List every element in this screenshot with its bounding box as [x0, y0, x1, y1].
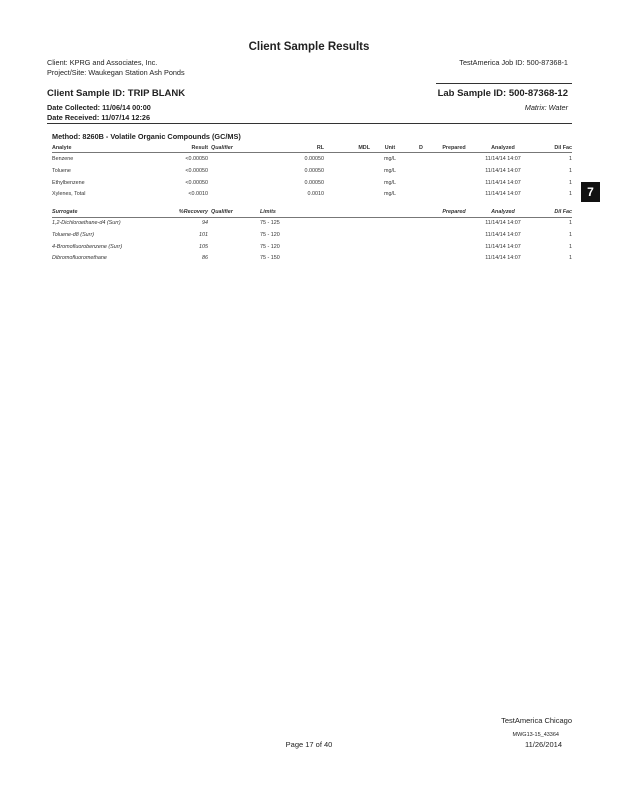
- col-recovery: %Recovery: [178, 208, 208, 215]
- col-surr-dil-fac: Dil Fac: [554, 208, 572, 215]
- surrogate-header-underline: [52, 217, 572, 218]
- date-collected: Date Collected: 11/06/14 00:00: [47, 103, 151, 112]
- page-number: Page 17 of 40: [285, 740, 333, 749]
- surrogate-header-row: [52, 206, 572, 218]
- table-row: Toluene-d8 (Surr) 101 75 - 120 11/14/14 14:07 1: [52, 231, 572, 238]
- report-date: 11/26/2014: [525, 740, 562, 749]
- col-surr-analyzed: Analyzed: [491, 208, 515, 215]
- surrogate-table: [52, 206, 572, 264]
- table-row: Toluene <0.00050 0.00050 mg/L 11/14/14 14:07 1: [52, 167, 572, 174]
- table-row: Xylenes, Total <0.0010 0.0010 mg/L 11/14/14 14:07 1: [52, 191, 572, 198]
- col-analyte: Analyte: [52, 144, 72, 151]
- client-sample-id: Client Sample ID: TRIP BLANK: [47, 88, 186, 99]
- col-result: Result: [191, 144, 208, 151]
- analyte-header-underline: [52, 152, 572, 153]
- header-divider: [436, 83, 572, 84]
- col-surr-qualifier: Qualifier: [211, 208, 233, 215]
- col-surr-prepared: Prepared: [442, 208, 466, 215]
- col-dil-fac: Dil Fac: [554, 144, 572, 151]
- analyte-table: [52, 142, 572, 200]
- table-row: Benzene <0.00050 0.00050 mg/L 11/14/14 14:07 1: [52, 156, 572, 163]
- sample-divider: [47, 123, 572, 124]
- client-name: Client: KPRG and Associates, Inc.: [47, 58, 158, 67]
- col-unit: Unit: [384, 144, 396, 151]
- table-row: Dibromofluoromethane 86 75 - 150 11/14/14 14:07 1: [52, 255, 572, 262]
- col-limits: Limits: [260, 208, 276, 215]
- lab-sample-id: Lab Sample ID: 500-87368-12: [437, 88, 568, 99]
- matrix: Matrix: Water: [524, 103, 568, 112]
- section-tab-marker: 7: [581, 182, 600, 202]
- col-qualifier: Qualifier: [211, 144, 233, 151]
- job-id: TestAmerica Job ID: 500-87368-1: [459, 58, 568, 67]
- col-analyzed: Analyzed: [491, 144, 515, 151]
- col-mdl: MDL: [358, 144, 370, 151]
- page-title: Client Sample Results: [248, 41, 370, 53]
- footer-lab-name: TestAmerica Chicago: [501, 716, 572, 725]
- col-d: D: [419, 144, 423, 151]
- table-row: 1,2-Dichloroethane-d4 (Surr) 94 75 - 125 11/14/14 14:07 1: [52, 220, 572, 227]
- document-code: MWG13-15_43364: [512, 732, 559, 738]
- method-title: Method: 8260B - Volatile Organic Compounds (GC/MS): [52, 132, 241, 141]
- table-row: Ethylbenzene <0.00050 0.00050 mg/L 11/14/14 14:07 1: [52, 179, 572, 186]
- date-received: Date Received: 11/07/14 12:26: [47, 113, 151, 122]
- col-surrogate: Surrogate: [52, 208, 78, 215]
- table-row: 4-Bromofluorobenzene (Surr) 105 75 - 120 11/14/14 14:07 1: [52, 243, 572, 250]
- col-rl: RL: [316, 144, 324, 151]
- col-prepared: Prepared: [442, 144, 466, 151]
- project-site: Project/Site: Waukegan Station Ash Ponds: [47, 68, 185, 77]
